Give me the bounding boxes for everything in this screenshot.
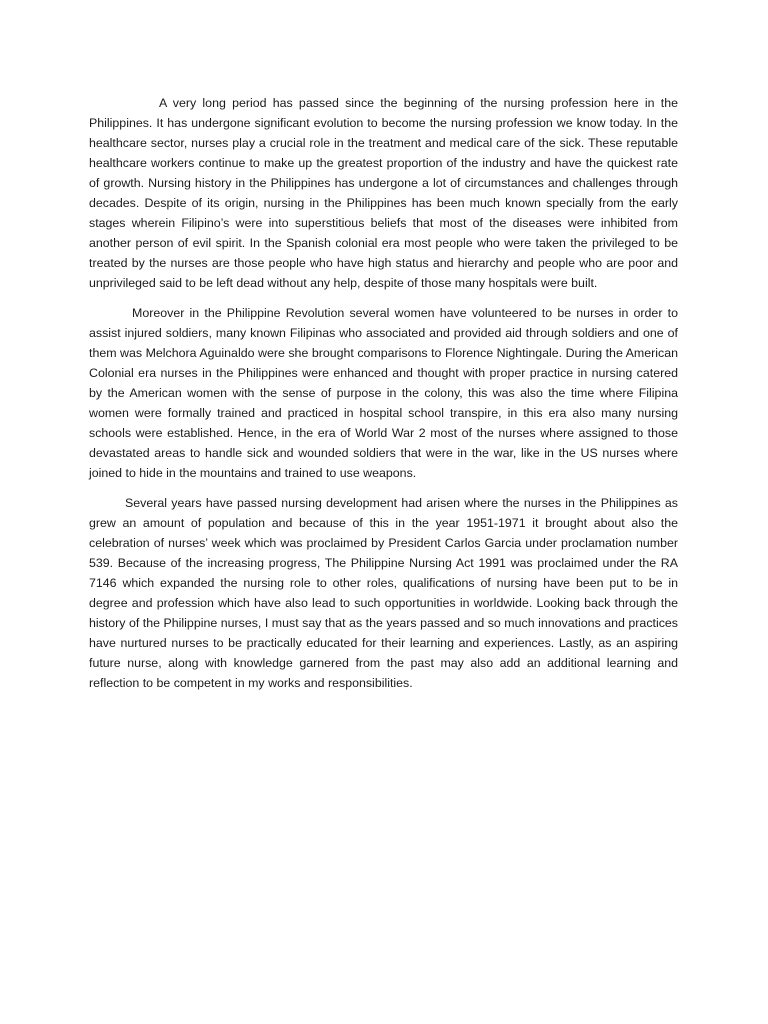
paragraph-2: Moreover in the Philippine Revolution several women have volunteered to be nurses in order to assist injured soldiers, many known Filipinas who associated and provided aid through soldiers and one of them was Melchora Aguinaldo were she brought comparisons to Florence Nightingale. During the American Colonial era nurses in the Philippines were enhanced and thought with proper practice in nursing catered by the American women with the sense of purpose in the colony, this was also the time where Filipina women were formally trained and practiced in hospital school transpire, in this era also many nursing schools were established. Hence, in the era of World War 2 most of the nurses where assigned to those devastated areas to handle sick and wounded soldiers that were in the war, like in the US nurses where joined to hide in the mountains and trained to use weapons. [89, 306, 678, 480]
document-page [89, 93, 678, 703]
paragraph-1: A very long period has passed since the beginning of the nursing profession here in the Philippines. It has undergone significant evolution to become the nursing profession we know today. In the healthcare sector, nurses play a crucial role in the treatment and medical care of the sick. These reputable healthcare workers continue to make up the greatest proportion of the industry and have the quickest rate of growth. Nursing history in the Philippines has undergone a lot of circumstances and challenges through decades. Despite of its origin, nursing in the Philippines has been much known specially from the early stages wherein Filipino’s were into superstitious beliefs that most of the diseases were inhibited from another person of evil spirit. In the Spanish colonial era most people who were taken the privileged to be treated by the nurses are those people who have high status and hierarchy and people who are poor and unprivileged said to be left dead without any help, despite of those many hospitals were built. [89, 96, 678, 290]
paragraph-3: Several years have passed nursing development had arisen where the nurses in the Philippines as grew an amount of population and because of this in the year 1951-1971 it brought about also the celebration of nurses’ week which was proclaimed by President Carlos Garcia under proclamation number 539. Because of the increasing progress, The Philippine Nursing Act 1991 was proclaimed under the RA 7146 which expanded the nursing role to other roles, qualifications of nursing have been put to be in degree and profession which have also lead to such opportunities in worldwide. Looking back through the history of the Philippine nurses, I must say that as the years passed and so much innovations and practices have nurtured nurses to be practically educated for their learning and experiences. Lastly, as an aspiring future nurse, along with knowledge garnered from the past may also add an additional learning and reflection to be competent in my works and responsibilities. [89, 496, 678, 690]
